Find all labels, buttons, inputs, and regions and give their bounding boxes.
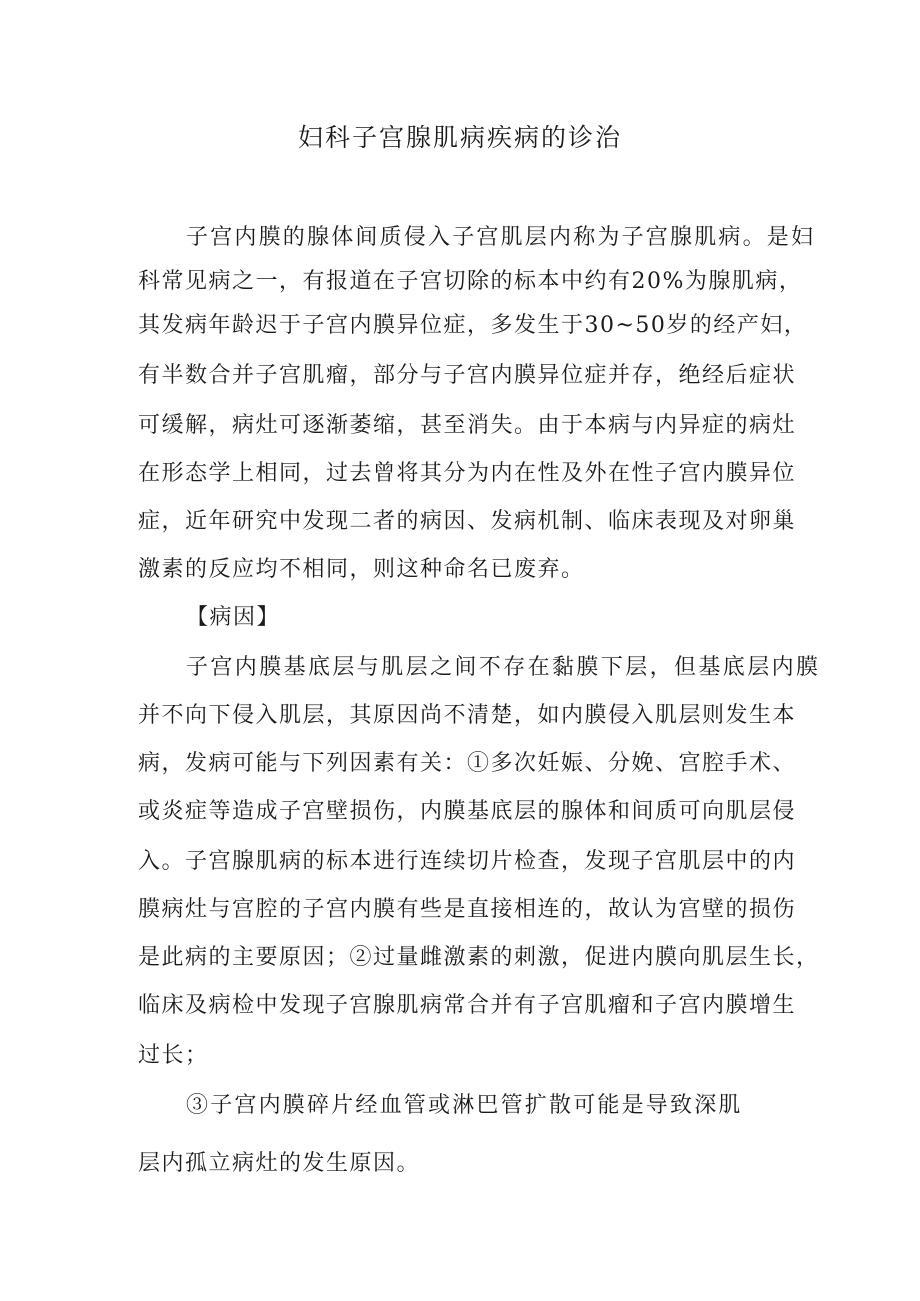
cause-line-8: 临床及病检中发现子宫腺肌病常合并有子宫肌瘤和子宫内膜增生 <box>138 993 797 1018</box>
point3-line-2: 层内孤立病灶的发生原因。 <box>138 1151 421 1176</box>
intro-line-8: 激素的反应均不相同，则这种命名已废弃。 <box>138 557 585 582</box>
cause-line-5: 入。子宫腺肌病的标本进行连续切片检查，发现子宫肌层中的内 <box>138 849 797 874</box>
cause-line-9: 过长； <box>138 1043 209 1068</box>
cause-line-6: 膜病灶与宫腔的子宫内膜有些是直接相连的，故认为宫壁的损伤 <box>138 897 797 922</box>
intro-line-1: 子宫内膜的腺体间质侵入子宫肌层内称为子宫腺肌病。是妇 <box>186 225 816 250</box>
intro-line-2: 科常见病之一，有报道在子宫切除的标本中约有20%为腺肌病， <box>138 269 803 294</box>
cause-line-1: 子宫内膜基底层与肌层之间不存在黏膜下层，但基底层内膜 <box>186 655 821 680</box>
intro-line-7: 症，近年研究中发现二者的病因、发病机制、临床表现及对卵巢 <box>138 509 797 534</box>
cause-line-2: 并不向下侵入肌层，其原因尚不清楚，如内膜侵入肌层则发生本 <box>138 703 797 728</box>
point3-line-1: ③子宫内膜碎片经血管或淋巴管扩散可能是导致深肌 <box>186 1093 743 1118</box>
section-heading-cause: 【病因】 <box>186 605 281 630</box>
page-title: 妇科子宫腺肌病疾病的诊治 <box>297 123 622 152</box>
intro-line-3: 其发病年龄迟于子宫内膜异位症，多发生于30~50岁的经产妇， <box>138 313 808 338</box>
cause-line-4: 或炎症等造成子宫壁损伤，内膜基底层的腺体和间质可向肌层侵 <box>138 799 797 824</box>
intro-line-6: 在形态学上相同，过去曾将其分为内在性及外在性子宫内膜异位 <box>138 461 797 486</box>
cause-line-3: 病，发病可能与下列因素有关：①多次妊娠、分娩、宫腔手术、 <box>138 751 797 776</box>
intro-line-4: 有半数合并子宫肌瘤，部分与子宫内膜异位症并存，绝经后症状 <box>138 363 797 388</box>
cause-line-7: 是此病的主要原因；②过量雌激素的刺激，促进内膜向肌层生长， <box>138 945 820 970</box>
intro-line-5: 可缓解，病灶可逐渐萎缩，甚至消失。由于本病与内异症的病灶 <box>138 413 797 438</box>
